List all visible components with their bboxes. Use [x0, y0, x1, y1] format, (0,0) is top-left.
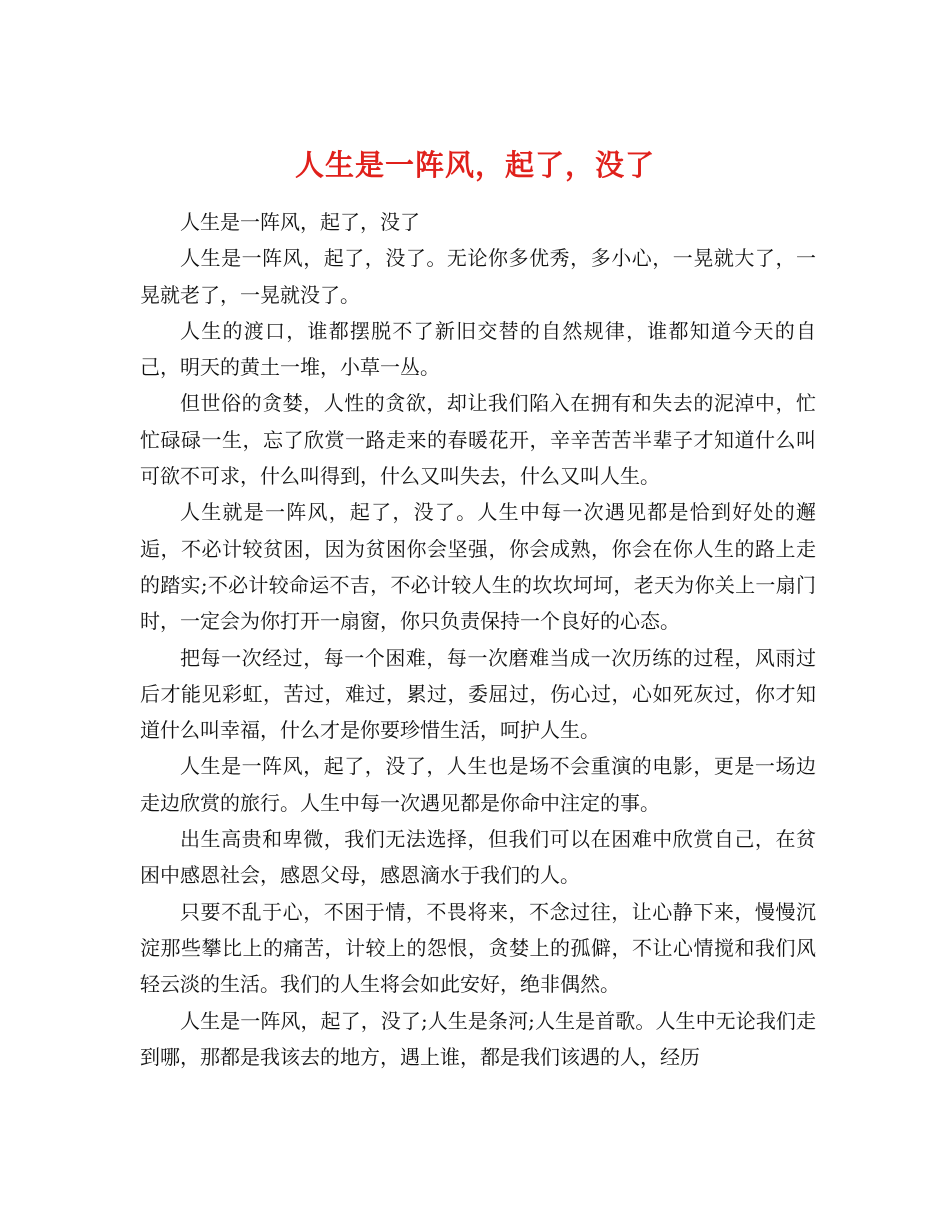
- paragraph: 人生是一阵风，起了，没了，人生也是场不会重演的电影，更是一场边走边欣赏的旅行。人生中每一次遇见都是你命中注定的事。: [140, 754, 816, 815]
- document-body: [140, 204, 816, 1075]
- paragraph: 人生的渡口，谁都摆脱不了新旧交替的自然规律，谁都知道今天的自己，明天的黄土一堆，小草一丛。: [140, 318, 816, 380]
- paragraph: 但世俗的贪婪，人性的贪欲，却让我们陷入在拥有和失去的泥淖中，忙忙碌碌一生，忘了欣赏一路走来的春暖花开，辛辛苦苦半辈子才知道什么叫可欲不可求，什么叫得到，什么又叫失去，什么又叫人生。: [140, 391, 816, 489]
- paragraph: 只要不乱于心，不困于情，不畏将来，不念过往，让心静下来，慢慢沉淀那些攀比上的痛苦，计较上的怨恨，贪婪上的孤僻，不让心情搅和我们风轻云淡的生活。我们的人生将会如此安好，绝非偶然。: [140, 899, 816, 997]
- document-title: 人生是一阵风，起了，没了: [294, 148, 655, 183]
- paragraph: 人生是一阵风，起了，没了: [180, 210, 420, 234]
- paragraph: 人生是一阵风，起了，没了;人生是条河;人生是首歌。人生中无论我们走到哪，那都是我该去的地方，遇上谁，都是我们该遇的人，经历: [140, 1008, 816, 1069]
- paragraph: 把每一次经过，每一个困难，每一次磨难当成一次历练的过程，风雨过后才能见彩虹，苦过，难过，累过，委屈过，伤心过，心如死灰过，你才知道什么叫幸福，什么才是你要珍惜生活，呵护人生。: [140, 645, 816, 743]
- paragraph: 出生高贵和卑微，我们无法选择，但我们可以在困难中欣赏自己，在贫困中感恩社会，感恩父母，感恩滴水于我们的人。: [140, 827, 816, 888]
- paragraph: 人生是一阵风，起了，没了。无论你多优秀，多小心，一晃就大了，一晃就老了，一晃就没了。: [140, 246, 816, 307]
- paragraph: 人生就是一阵风，起了，没了。人生中每一次遇见都是恰到好处的邂逅，不必计较贫困，因为贫困你会坚强，你会成熟，你会在你人生的路上走的踏实;不必计较命运不吉，不必计较人生的坎坎坷坷，老天为你关上一扇门时，一定会为你打开一扇窗，你只负责保持一个良好的心态。: [140, 500, 816, 634]
